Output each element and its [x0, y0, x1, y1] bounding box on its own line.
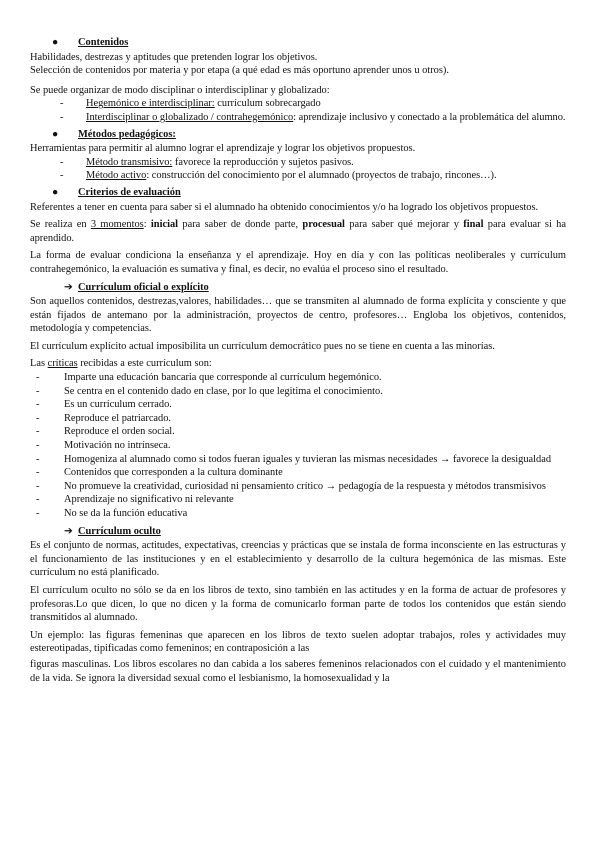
paragraph: El currículum oculto no sólo se da en los libros de texto, sino también en las actitudes y en la forma de actuar de profesores y profesoras.Lo que dicen, lo que no dicen y la forma de comunicarlo forman parte de todos los contenidos que están siendo transmitidos al alumnado. — [30, 584, 566, 624]
list — [30, 97, 566, 124]
list-item: - Método transmisivo: favorece la reproducción y sujetos pasivos. — [60, 156, 354, 168]
list-item: - Se centra en el contenido dado en clase, por lo que legitima el conocimiento. — [36, 385, 383, 397]
list-item: - No se da la función educativa — [36, 508, 188, 519]
list-item: - Método activo: construcción del conocimiento por el alumnado (proyectos de trabajo, rincones…). — [60, 170, 497, 182]
arrow-right-icon: ➔ — [64, 281, 73, 293]
list-item: - Imparte una educación bancaria que corresponde al currículum hegemónico. — [36, 372, 382, 384]
document-page — [30, 36, 566, 689]
dash-icon: - — [36, 453, 40, 465]
dash-icon: - — [36, 494, 40, 506]
dash-icon: - — [36, 426, 40, 438]
list-item: - Homogeniza al alumnado como si todos fueran iguales y tuvieran las mismas necesidades → favorece la desigualdad — [36, 453, 552, 465]
list-item: - Contenidos que corresponden a la cultura dominante — [36, 467, 283, 479]
dash-icon: - — [36, 440, 40, 452]
list-item: - Reproduce el patriarcado. — [36, 412, 172, 424]
list-item: - Hegemónico e interdisciplinar: currículum sobrecargado — [60, 98, 321, 110]
dash-icon: - — [36, 385, 40, 397]
section-heading-contenidos: ● Contenidos — [52, 37, 129, 48]
paragraph: Se puede organizar de modo disciplinar o interdisciplinar y globalizado: — [30, 84, 330, 96]
dash-icon: - — [36, 372, 40, 384]
paragraph: Las críticas recibidas a este currículum son: — [30, 358, 212, 370]
dash-icon: - — [36, 480, 40, 492]
paragraph: Es el conjunto de normas, actitudes, expectativas, creencias y prácticas que se instala de forma inconsciente en las estructuras y el funcionamiento de las instituciones y en el establecimiento y desarrollo de la cultura hegemónica de las mismas. Este currículum no está planificado. — [30, 540, 566, 579]
bullet-icon: ● — [52, 128, 59, 140]
dash-icon: - — [60, 170, 64, 182]
paragraph: Un ejemplo: las figuras femeninas que aparecen en los libros de texto suelen adoptar trabajos, roles y actividades muy estereotipadas, tipificadas como femeninos; en contraposición a las — [30, 629, 566, 655]
paragraph: Habilidades, destrezas y aptitudes que pretenden lograr los objetivos. — [30, 51, 318, 63]
paragraph: figuras masculinas. Los libros escolares no dan cabida a los saberes femeninos relacionados con el cuidado y el mantenimiento de la vida. Se ignora la diversidad sexual como el lesbianismo, la homosexualidad y la — [30, 658, 566, 684]
paragraph: El currículum explícito actual imposibilita un currículum democrático pues no se tiene en cuenta a las minorías. — [30, 340, 495, 352]
list-item: - No promueve la creatividad, curiosidad ni pensamiento crítico → pedagogía de la respuesta y métodos transmisivos — [36, 480, 546, 492]
paragraph: Referentes a tener en cuenta para saber si el alumnado ha obtenido conocimientos y/o ha logrado los objetivos propuestos. — [30, 201, 539, 213]
paragraph: Se realiza en 3 momentos: inicial para saber de donde parte, procesual para saber qué mejorar y final para evaluar si ha aprendido. — [30, 219, 566, 244]
bullet-icon: ● — [52, 37, 59, 48]
dash-icon: - — [60, 111, 64, 123]
list-item: - Aprendizaje no significativo ni relevante — [36, 494, 234, 506]
list-item: - Motivación no intrínseca. — [36, 440, 171, 452]
paragraph: La forma de evaluar condiciona la enseñanza y el aprendizaje. Hoy en día y con las políticas neoliberales y currículum contrahegemónico, la evaluación es sumativa y final, es decir, no evalúa el proceso sino el resultado. — [30, 250, 566, 275]
paragraph: Selección de contenidos por materia y por etapa (a qué edad es más oportuno aprender unos u otros). — [30, 65, 449, 77]
dash-icon: - — [36, 467, 40, 479]
list — [30, 156, 566, 183]
dash-icon: - — [60, 98, 64, 110]
list-item: - Reproduce el orden social. — [36, 426, 175, 438]
section-heading-oficial: ➔ Currículum oficial o explícito — [64, 281, 209, 293]
dash-icon: - — [60, 156, 64, 168]
criticas-list — [30, 371, 566, 521]
list-item: - Es un currículum cerrado. — [36, 399, 172, 411]
paragraph: Herramientas para permitir al alumno lograr el aprendizaje y lograr los objetivos propuestos. — [30, 143, 416, 155]
dash-icon: - — [36, 412, 40, 424]
list-item: - Interdisciplinar o globalizado / contrahegemónico: aprendizaje inclusivo y conectado a la problemática del alumno. — [60, 111, 566, 123]
dash-icon: - — [36, 508, 40, 519]
paragraph: Son aquellos contenidos, destrezas,valores, habilidades… que se transmiten al alumnado de forma explícita y consciente y que están fijados de antemano por la administración, proyectos de centro, profesores… Engloba los objetivos, contenidos, metodología y competencias. — [30, 296, 566, 335]
dash-icon: - — [36, 399, 40, 411]
arrow-right-icon: ➔ — [64, 525, 73, 537]
section-heading-oculto: ➔ Currículum oculto — [64, 525, 161, 537]
section-heading-metodos: ● Métodos pedagógicos: — [52, 128, 176, 140]
section-heading-criterios: ● Criterios de evaluación — [52, 186, 181, 198]
bullet-icon: ● — [52, 186, 59, 198]
